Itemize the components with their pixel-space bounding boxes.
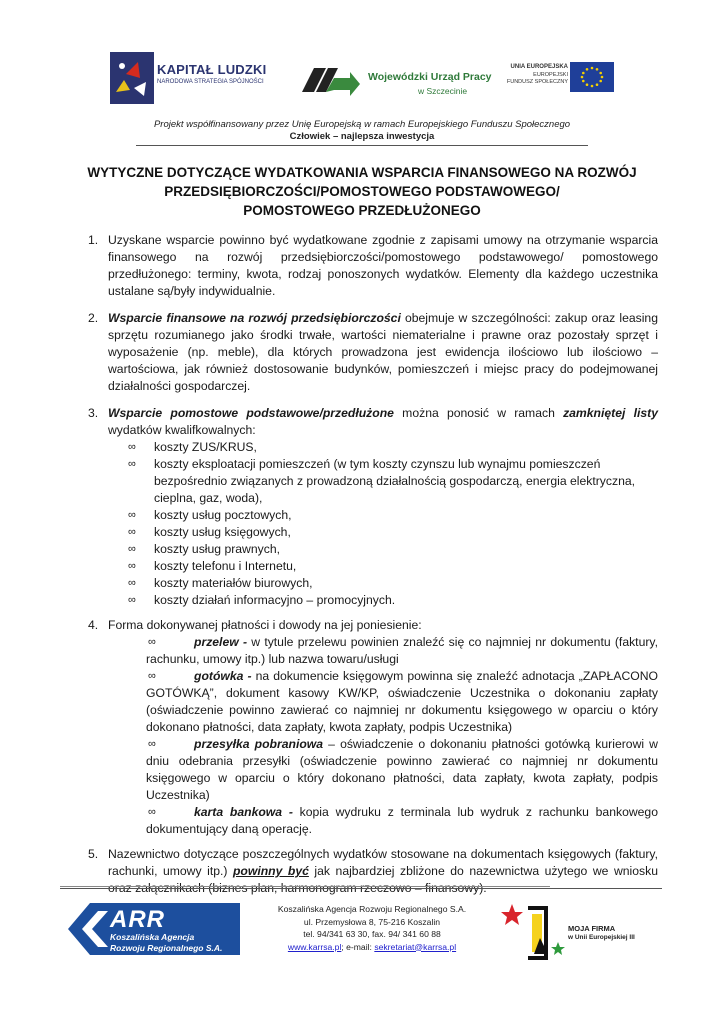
bullet-text: koszty usług prawnych,	[154, 542, 280, 556]
item-emphasis: zamkniętej listy	[563, 406, 658, 420]
eu-line1: UNIA EUROPEJSKA	[510, 64, 568, 70]
footer-divider	[60, 888, 662, 889]
payment-text: – oświadczenie o dokonaniu płatności gotówką kurierowi w dniu odebrania przesyłki (oświadczenie powinno zawierać co najmniej nr dokumentu księgowego w oparciu o który dokonano płatności, data zapłaty, kwota zapłaty, podpis Uczestnika)	[146, 737, 658, 802]
item-text-tail: wydatków kwalifkowalnych:	[108, 423, 256, 437]
moja-firma-subtitle: w Unii Europejskiej III	[568, 934, 635, 941]
infinity-bullet-icon: ∞	[128, 577, 136, 589]
list-item-1	[88, 232, 658, 300]
payment-form-gotowka	[108, 668, 658, 736]
bullet-text: koszty eksploatacji pomieszczeń (w tym koszty czynszu lub wynajmu pomieszczeń bezpośrednio związanych z prowadzoną działalnością gospodarczą, energia elektryczna, cieplna, gaz, woda),	[154, 457, 636, 505]
infinity-bullet-icon: ∞	[128, 509, 136, 521]
list-item	[128, 541, 658, 558]
kapital-ludzki-subtitle: NARODOWA STRATEGIA SPÓJNOŚCI	[157, 79, 264, 85]
kapital-ludzki-title: KAPITAŁ LUDZKI	[157, 62, 267, 77]
item-text: Uzyskane wsparcie powinno być wydatkowane zgodnie z zapisami umowy na otrzymanie wsparcia finansowego na rozwój przedsiębiorczości/pomostowego podstawowego/ pomostowego przedłużonego: terminy, kwota, rodzaj ponoszonych wydatków. Elementy dla każdego uczestnika ustalane są/były indywidualnie.	[108, 233, 658, 298]
arr-acronym: ARR	[110, 906, 165, 933]
arr-name-line1: Koszalińska Agencja	[110, 932, 195, 942]
item-number: 4.	[88, 618, 99, 632]
header-logos	[100, 52, 620, 104]
email-label: ; e-mail:	[341, 941, 375, 952]
arr-name-line2: Rozwoju Regionalnego S.A.	[110, 943, 223, 953]
arr-logo	[68, 901, 244, 961]
item-text: można ponosić w ramach	[393, 406, 564, 420]
payment-lead: gotówka -	[194, 669, 252, 683]
list-item-2	[88, 310, 658, 395]
payment-lead: karta bankowa -	[194, 805, 293, 819]
payment-text: kopia wydruku z terminala lub wydruk z rachunku bankowego dokumentujący daną operację.	[146, 805, 658, 836]
kapital-ludzki-mark-icon	[110, 52, 154, 104]
footer-org: Koszalińska Agencja Rozwoju Regionalnego S.A.	[277, 904, 467, 914]
wup-arrows-icon	[300, 62, 360, 98]
list-item	[128, 439, 658, 456]
website-link[interactable]: www.karrsa.pl	[287, 941, 342, 952]
infinity-bullet-icon: ∞	[148, 636, 156, 648]
header-divider	[136, 145, 588, 146]
list-item-3	[88, 405, 658, 609]
title-line-2: PRZEDSIĘBIORCZOŚCI/POMOSTOWEGO PODSTAWOWEGO/	[164, 184, 560, 199]
infinity-bullet-icon: ∞	[148, 738, 156, 750]
item-text: Forma dokonywanej płatności i dowody na jej poniesienie:	[108, 618, 422, 632]
title-line-3: POMOSTOWEGO PRZEDŁUŻONEGO	[243, 203, 481, 218]
footer-phone: tel. 94/341 63 30, fax. 94/ 341 60 88	[303, 929, 441, 939]
payment-form-przelew	[108, 634, 658, 668]
guidelines-list	[88, 232, 658, 907]
payment-form-przesylka	[108, 736, 658, 804]
moja-firma-title: MOJA FIRMA	[568, 924, 616, 933]
bullet-text: koszty telefonu i Internetu,	[154, 559, 297, 573]
item-lead: Wsparcie finansowe na rozwój przedsiębiorczości	[108, 311, 401, 325]
infinity-bullet-icon: ∞	[128, 441, 136, 453]
payment-text: w tytule przelewu powinien znaleźć się co najmniej nr dokumentu (faktury, rachunku, umowy itp.) lub nazwa towaru/usługi	[146, 635, 658, 666]
list-item	[128, 558, 658, 575]
document-title	[60, 163, 664, 220]
eu-flag-icon	[570, 62, 614, 92]
list-item	[128, 524, 658, 541]
infinity-bullet-icon: ∞	[128, 526, 136, 538]
bullet-text: koszty działań informacyjno – promocyjnych.	[154, 593, 396, 607]
payment-form-karta	[108, 804, 658, 838]
item-lead: Wsparcie pomostowe podstawowe/przedłużone	[108, 406, 394, 420]
wup-title: Wojewódzki Urząd Pracy	[368, 71, 492, 83]
eu-efs-logo	[504, 62, 614, 96]
bullet-text: koszty materiałów biurowych,	[154, 576, 313, 590]
project-cofinancing-note: Projekt współfinansowany przez Unię Europejską w ramach Europejskiego Funduszu Społecznego	[153, 119, 571, 130]
kapital-ludzki-logo	[110, 52, 280, 104]
item-number: 3.	[88, 406, 99, 420]
wup-subtitle: w Szczecinie	[418, 86, 468, 96]
infinity-bullet-icon: ∞	[148, 806, 156, 818]
infinity-bullet-icon: ∞	[128, 543, 136, 555]
list-item	[128, 575, 658, 592]
list-item-5	[88, 846, 658, 897]
bullet-text: koszty usług pocztowych,	[154, 508, 292, 522]
title-line-1: WYTYCZNE DOTYCZĄCE WYDATKOWANIA WSPARCIA FINANSOWEGO NA ROZWÓJ	[87, 165, 637, 180]
eu-text	[507, 64, 568, 87]
bullet-text: koszty usług księgowych,	[154, 525, 291, 539]
list-item	[128, 592, 658, 609]
infinity-bullet-icon: ∞	[148, 670, 156, 682]
footer-divider-thin	[60, 886, 550, 887]
item-text: obejmuje w szczególności: zakup oraz leasing sprzętu rozumianego jako środki trwałe, wartości niematerialne i prawne oraz pozostały sprzęt i wyposażenie (np. meble), dla których prowadzona jest ewidencja ilościowo lub ilościowo – wartościowa, jak również dostosowanie budynków, pomieszczeń i miejsc pracy do podejmowanej działalności gospodarczej.	[108, 311, 658, 393]
moja-firma-logo	[498, 898, 688, 968]
footer-address: ul. Przemysłowa 8, 75-216 Koszalin	[303, 916, 441, 927]
payment-text: na dokumencie księgowym powinna się znaleźć adnotacja „ZAPŁACONO GOTÓWKĄ”, dokument kasowy KW/KP, oświadczenie Uczestnika o dokonaniu zapłaty (oświadczenie powinno zawierać co najmniej nr dokumentu księgowego w oparciu o który dokonano płatności, data zapłaty, kwota zapłaty, podpis Uczestnika)	[146, 669, 659, 734]
item-text: Nazewnictwo dotyczące poszczególnych wydatków stosowane na dokumentach księgowych (faktury, rachunki, umowy itp.)	[108, 847, 658, 878]
payment-lead: przelew -	[194, 635, 248, 649]
list-item	[128, 456, 658, 507]
infinity-bullet-icon: ∞	[128, 458, 136, 470]
list-item-4	[88, 617, 658, 838]
item-number: 5.	[88, 847, 99, 861]
eligible-costs-list	[108, 439, 658, 609]
wup-logo	[300, 62, 490, 102]
list-item	[128, 507, 658, 524]
payment-lead: przesyłka pobraniowa	[194, 737, 324, 751]
infinity-bullet-icon: ∞	[128, 560, 136, 572]
infinity-bullet-icon: ∞	[128, 594, 136, 606]
item-text-tail: jak najbardziej zbliżone do nazewnictwa użytego we wniosku oraz załącznikach (biznes plan, harmonogram rzeczowo – finansowy).	[108, 864, 658, 895]
moja-firma-mark-icon	[498, 898, 568, 968]
item-number: 2.	[88, 311, 99, 325]
email-link[interactable]: sekretariat@karrsa.pl	[374, 941, 457, 952]
item-number: 1.	[88, 233, 99, 247]
item-emphasis: powinny być	[232, 864, 309, 878]
footer-contact	[252, 903, 492, 953]
bullet-text: koszty ZUS/KRUS,	[154, 440, 257, 454]
footer-links	[252, 941, 492, 954]
eu-line2: EUROPEJSKI	[533, 71, 568, 78]
eu-line3: FUNDUSZ SPOŁECZNY	[506, 79, 568, 85]
motto: Człowiek – najlepsza inwestycja	[289, 131, 435, 142]
